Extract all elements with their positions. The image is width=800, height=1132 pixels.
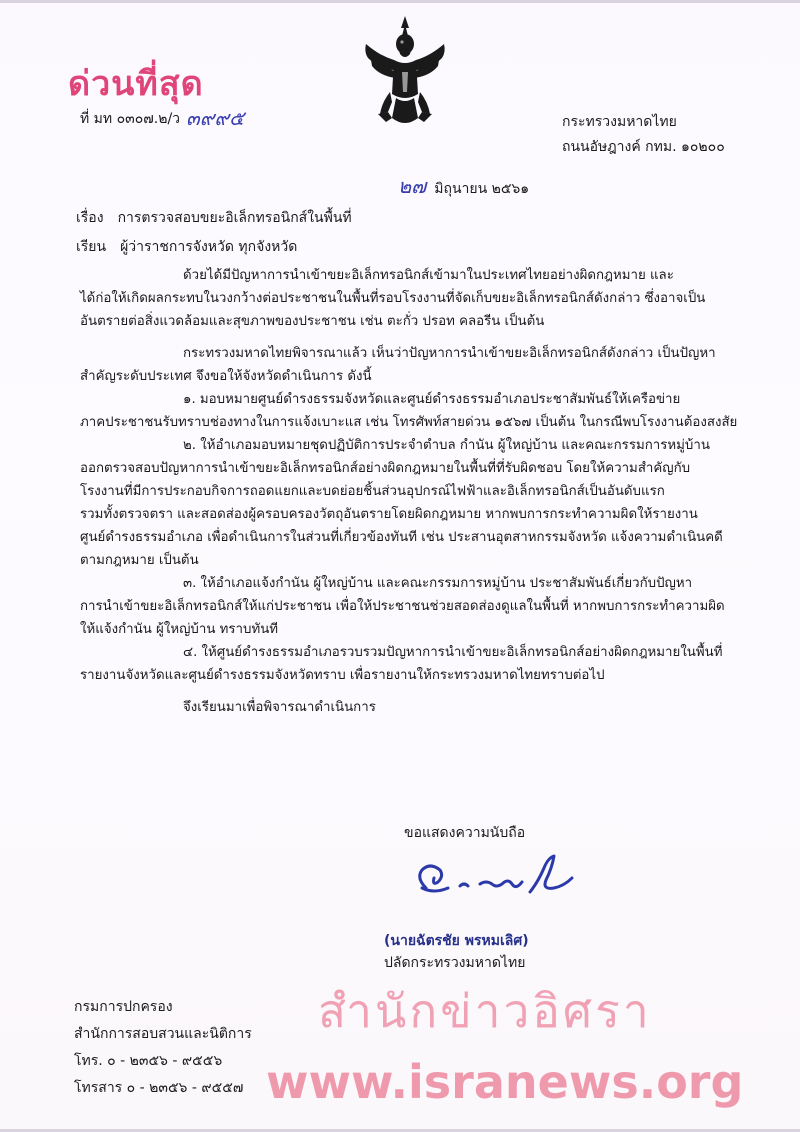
list-item-2 (80, 434, 752, 572)
department-name: กรมการปกครอง (74, 999, 173, 1015)
paragraph-request (80, 342, 752, 388)
body-line: ศูนย์ดำรงธรรมอำเภอ เพื่อดำเนินการในส่วนที่เกี่ยวข้องทันที เช่น ประสานอุตสาหกรรมจังหวัด แจ้งความดำเนินคดี (80, 530, 723, 545)
body-line: สำคัญระดับประเทศ จึงขอให้จังหวัดดำเนินการ ดังนี้ (80, 369, 372, 384)
body-line: รายงานจังหวัดและศูนย์ดำรงธรรมจังหวัดทราบ เพื่อรายงานให้กระทรวงมหาดไทยทราบต่อไป (80, 668, 605, 683)
body-line: ภาคประชาชนรับทราบช่องทางในการแจ้งเบาะแส เช่น โทรศัพท์สายด่วน ๑๕๖๗ เป็นต้น ในกรณีพบโรงงานต้องสงสัย (80, 415, 738, 430)
body-line: โรงงานที่มีการประกอบกิจการถอดแยกและบดย่อยชิ้นส่วนอุปกรณ์ไฟฟ้าและอิเล็กทรอนิกส์เป็นอันดับแรก (80, 484, 665, 499)
body-line: จึงเรียนมาเพื่อพิจารณาดำเนินการ (183, 700, 376, 715)
list-item-3 (80, 572, 752, 641)
body-line: กระทรวงมหาดไทยพิจารณาแล้ว เห็นว่าปัญหาการนำเข้าขยะอิเล็กทรอนิกส์ดังกล่าว เป็นปัญหา (183, 346, 716, 361)
signer-title: ปลัดกระทรวงมหาดไทย (384, 955, 526, 971)
body-line: ๒. ให้อำเภอมอบหมายชุดปฏิบัติการประจำตำบล กำนัน ผู้ใหญ่บ้าน และคณะกรรมการหมู่บ้าน (183, 438, 710, 453)
letter-body (80, 264, 752, 719)
fax-number: โทรสาร ๐ - ๒๓๕๖ - ๙๕๕๗ (74, 1080, 244, 1096)
body-line: ตามกฎหมาย เป็นต้น (80, 553, 199, 568)
signer-name: (นายฉัตรชัย พรหมเลิศ) (384, 933, 529, 949)
urgency-stamp: ด่วนที่สุด (68, 64, 204, 104)
salutation-label: เรียน (76, 239, 107, 255)
closing-phrase: ขอแสดงความนับถือ (404, 825, 526, 841)
ministry-address: ถนนอัษฎางค์ กทม. ๑๐๒๐๐ (562, 139, 725, 155)
body-line: การนำเข้าขยะอิเล็กทรอนิกส์ให้แก่ประชาชน เพื่อให้ประชาชนช่วยสอดส่องดูแลในพื้นที่ หากพบการกระทำความผิด (80, 599, 725, 614)
document-number-handwritten: ๓๙๙๕ (186, 106, 245, 130)
document-number (80, 100, 244, 132)
office-name: สำนักการสอบสวนและนิติการ (74, 1026, 252, 1042)
contact-block (74, 994, 252, 1102)
subject-label: เรื่อง (76, 210, 104, 226)
body-line: ออกตรวจสอบปัญหาการนำเข้าขยะอิเล็กทรอนิกส์อย่างผิดกฎหมายในพื้นที่ที่รับผิดชอบ โดยให้ความสำคัญกับ (80, 461, 691, 476)
subject-text: การตรวจสอบขยะอิเล็กทรอนิกส์ในพื้นที่ (117, 210, 352, 226)
letter-date (398, 170, 529, 202)
ministry-address-block (562, 110, 725, 160)
body-line: ด้วยได้มีปัญหาการนำเข้าขยะอิเล็กทรอนิกส์เข้ามาในประเทศไทยอย่างผิดกฎหมาย และ (183, 268, 674, 283)
scan-edge-top (0, 0, 800, 3)
watermark-thai: สำนักข่าวอิศรา (318, 984, 652, 1038)
list-item-4 (80, 641, 752, 687)
paragraph-background (80, 264, 752, 333)
document-number-prefix: ที่ มท ๐๓๐๗.๒/ว (80, 111, 181, 127)
salutation-line (76, 236, 297, 258)
body-line: ๑. มอบหมายศูนย์ดำรงธรรมจังหวัดและศูนย์ดำรงธรรมอำเภอประชาสัมพันธ์ให้เครือข่าย (183, 392, 681, 407)
garuda-emblem-icon (362, 14, 448, 130)
handwritten-signature (404, 848, 580, 906)
date-day-handwritten: ๒๗ (398, 174, 427, 198)
body-line: ได้ก่อให้เกิดผลกระทบในวงกว้างต่อประชาชนในพื้นที่รอบโรงงานที่จัดเก็บขยะอิเล็กทรอนิกส์ดังกล่าว ซึ่งอาจเป็น (80, 291, 706, 306)
body-line: รวมทั้งตรวจตรา และสอดส่องผู้ครอบครองวัตถุอันตรายโดยผิดกฎหมาย หากพบการกระทำความผิดให้รายงาน (80, 507, 698, 522)
subject-line (76, 207, 352, 229)
list-item-1 (80, 388, 752, 434)
body-line: ๔. ให้ศูนย์ดำรงธรรมอำเภอรวบรวมปัญหาการนำเข้าขยะอิเล็กทรอนิกส์อย่างผิดกฎหมายในพื้นที่ (183, 645, 723, 660)
watermark-url: www.isranews.org (266, 1055, 744, 1109)
salutation-text: ผู้ว่าราชการจังหวัด ทุกจังหวัด (120, 239, 298, 255)
body-line: อันตรายต่อสิ่งแวดล้อมและสุขภาพของประชาชน เช่น ตะกั่ว ปรอท คลอรีน เป็นต้น (80, 314, 545, 329)
ministry-name: กระทรวงมหาดไทย (562, 114, 677, 130)
phone-number: โทร. ๐ - ๒๓๕๖ - ๙๕๕๖ (74, 1053, 223, 1069)
paragraph-conclusion (80, 696, 752, 719)
date-month-year: มิถุนายน ๒๕๖๑ (434, 181, 530, 197)
body-line: ให้แจ้งกำนัน ผู้ใหญ่บ้าน ทราบทันที (80, 622, 279, 637)
body-line: ๓. ให้อำเภอแจ้งกำนัน ผู้ใหญ่บ้าน และคณะกรรมการหมู่บ้าน ประชาสัมพันธ์เกี่ยวกับปัญหา (183, 576, 693, 591)
